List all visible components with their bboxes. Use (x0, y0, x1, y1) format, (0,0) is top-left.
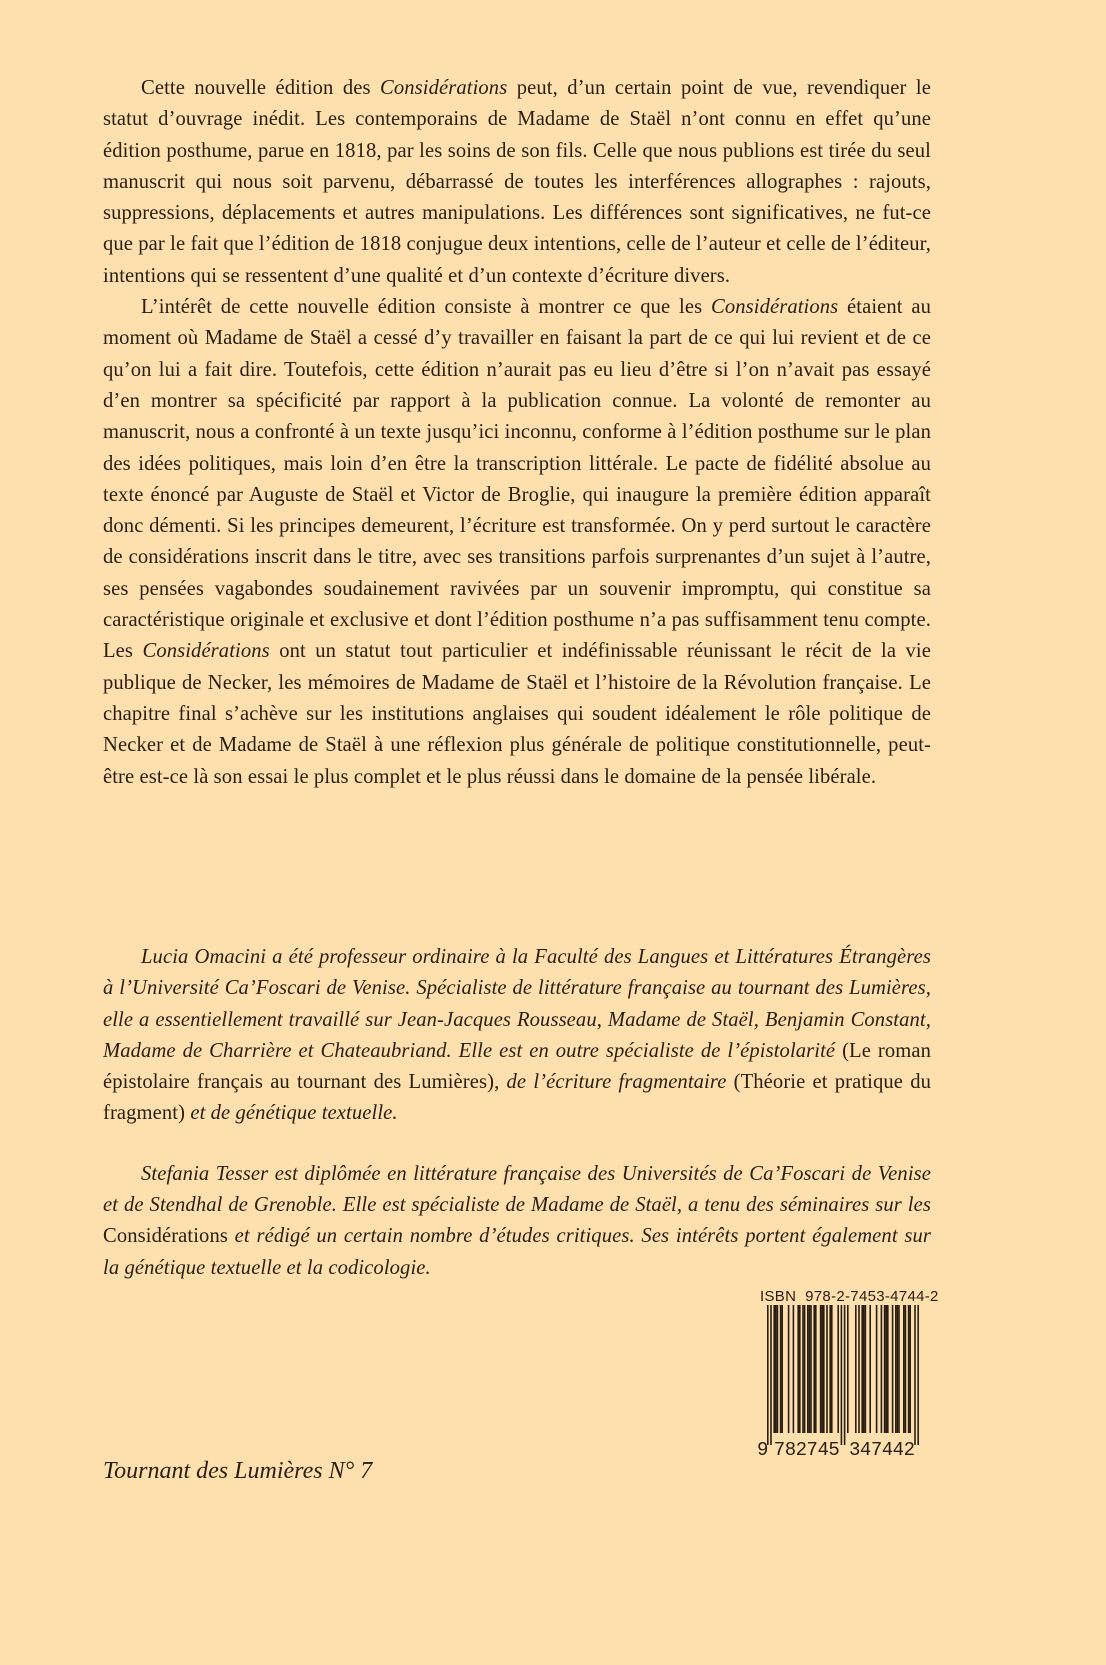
text-run: étaient au moment où Madame de Staël a cessé d’y travailler en faisant la part de ce qui lui revient et de ce qu’on lui a fait dire. Toutefois, cette édition n’aurait pas eu lieu d’être si l’on n’avait pas essayé d’en montrer sa spécificité par rapport à la publication connue. La volonté de remonter au manuscrit, nous a confronté à un texte jusqu’ici inconnu, conforme à l’édition posthume sur le plan des idées politiques, mais loin d’en être la transcription littérale. Le pacte de fidélité absolue au texte énoncé par Auguste de Staël et Victor de Broglie, qui inaugure la première édition apparaît donc démenti. Si les principes demeurent, l’écriture est transformée. On y perd surtout le caractère de considérations inscrit dans le titre, avec ses transitions parfois surprenantes d’un sujet à l’autre, ses pensées vagabondes soudainement ravivées par un souvenir impromptu, qui constitue sa caractéristique originale et exclusive et dont l’édition posthume n’a pas suffisamment tenu compte. Les (103, 296, 932, 663)
italic-run: Considérations (142, 640, 270, 663)
blurb-paragraph-2 (103, 292, 931, 793)
barcode-icon (757, 1305, 924, 1457)
italic-run: Considérations (380, 77, 508, 99)
text-run: ont un statut tout particulier et indéfinissable réunissant le récit de la vie publique de Necker, les mémoires de Madame de Staël et l’histoire de la Révolution française. Le chapitre final s’achève sur les institutions anglaises qui soudent idéalement le rôle politique de Necker et de Madame de Staël à une réflexion plus générale de politique constitutionnelle, peut-être est-ce là son essai le plus complet et le plus réussi dans le domaine de la pensée libérale. (103, 640, 931, 788)
blurb-paragraph-1 (103, 73, 931, 292)
text-run: (Le roman épistolaire français au tournant des Lumières), (103, 1039, 931, 1094)
svg-text:9: 9 (757, 1439, 769, 1457)
italic-run: Lucia Omacini a été professeur ordinaire à la Faculté des Langues et Littératures Étrangères à l’Université Ca’Foscari de Venise. Spécialiste de littérature française au tournant des Lumières, elle a essentiellement travaillé sur Jean-Jacques Rousseau, Madame de Staël, Benjamin Constant, Madame de Charrière et Chateaubriand. Elle est en outre spécialiste de l’épistolarité (103, 946, 931, 1062)
italic-run: et rédigé un certain nombre d’études critiques. Ses intérêts portent également sur la génétique textuelle et la codicologie. (103, 1225, 931, 1279)
bio-stefania-tesser (103, 1159, 931, 1284)
italic-run: Stefania Tesser est diplômée en littérature française des Universités de Ca’Foscari de Venise et de Stendhal de Grenoble. Elle est spécialiste de Madame de Staël, a tenu des séminaires sur les (103, 1162, 931, 1217)
series-title: Tournant des Lumières N° 7 (103, 1458, 373, 1484)
text-run: L’intérêt de cette nouvelle édition consiste à montrer ce que les (141, 296, 711, 319)
italic-run: et de génétique textuelle. (190, 1102, 398, 1125)
blurb-text (103, 73, 931, 793)
author-bios (103, 942, 931, 1284)
text-run: (Théorie et pratique du fragment) (103, 1071, 931, 1125)
svg-text:347442: 347442 (849, 1439, 915, 1457)
text-run: Cette nouvelle édition des (141, 77, 381, 99)
text-run: peut, d’un certain point de vue, revendiquer le statut d’ouvrage inédit. Les contemporains de Madame de Staël n’ont connu en effet qu’une édition posthume, parue en 1818, par les soins de son fils. Celle que nous publions est tirée du seul manuscrit qui nous soit parvenu, débarrassé de toutes les interférences allographes : rajouts, suppressions, déplacements et autres manipulations. Les différences sont significatives, ne fut-ce que par le fait que l’édition de 1818 conjugue deux intentions, celle de l’auteur et celle de l’éditeur, intentions qui se ressentent d’une qualité et d’un contexte d’écriture divers. (103, 77, 931, 287)
bio-lucia-omacini (103, 942, 931, 1130)
isbn-label: ISBN 978-2-7453-4744-2 (760, 1288, 939, 1305)
svg-text:782745: 782745 (773, 1439, 840, 1457)
italic-run: Considérations (711, 296, 839, 319)
text-run: Considérations (103, 1225, 228, 1248)
italic-run: de l’écriture fragmentaire (506, 1071, 727, 1094)
